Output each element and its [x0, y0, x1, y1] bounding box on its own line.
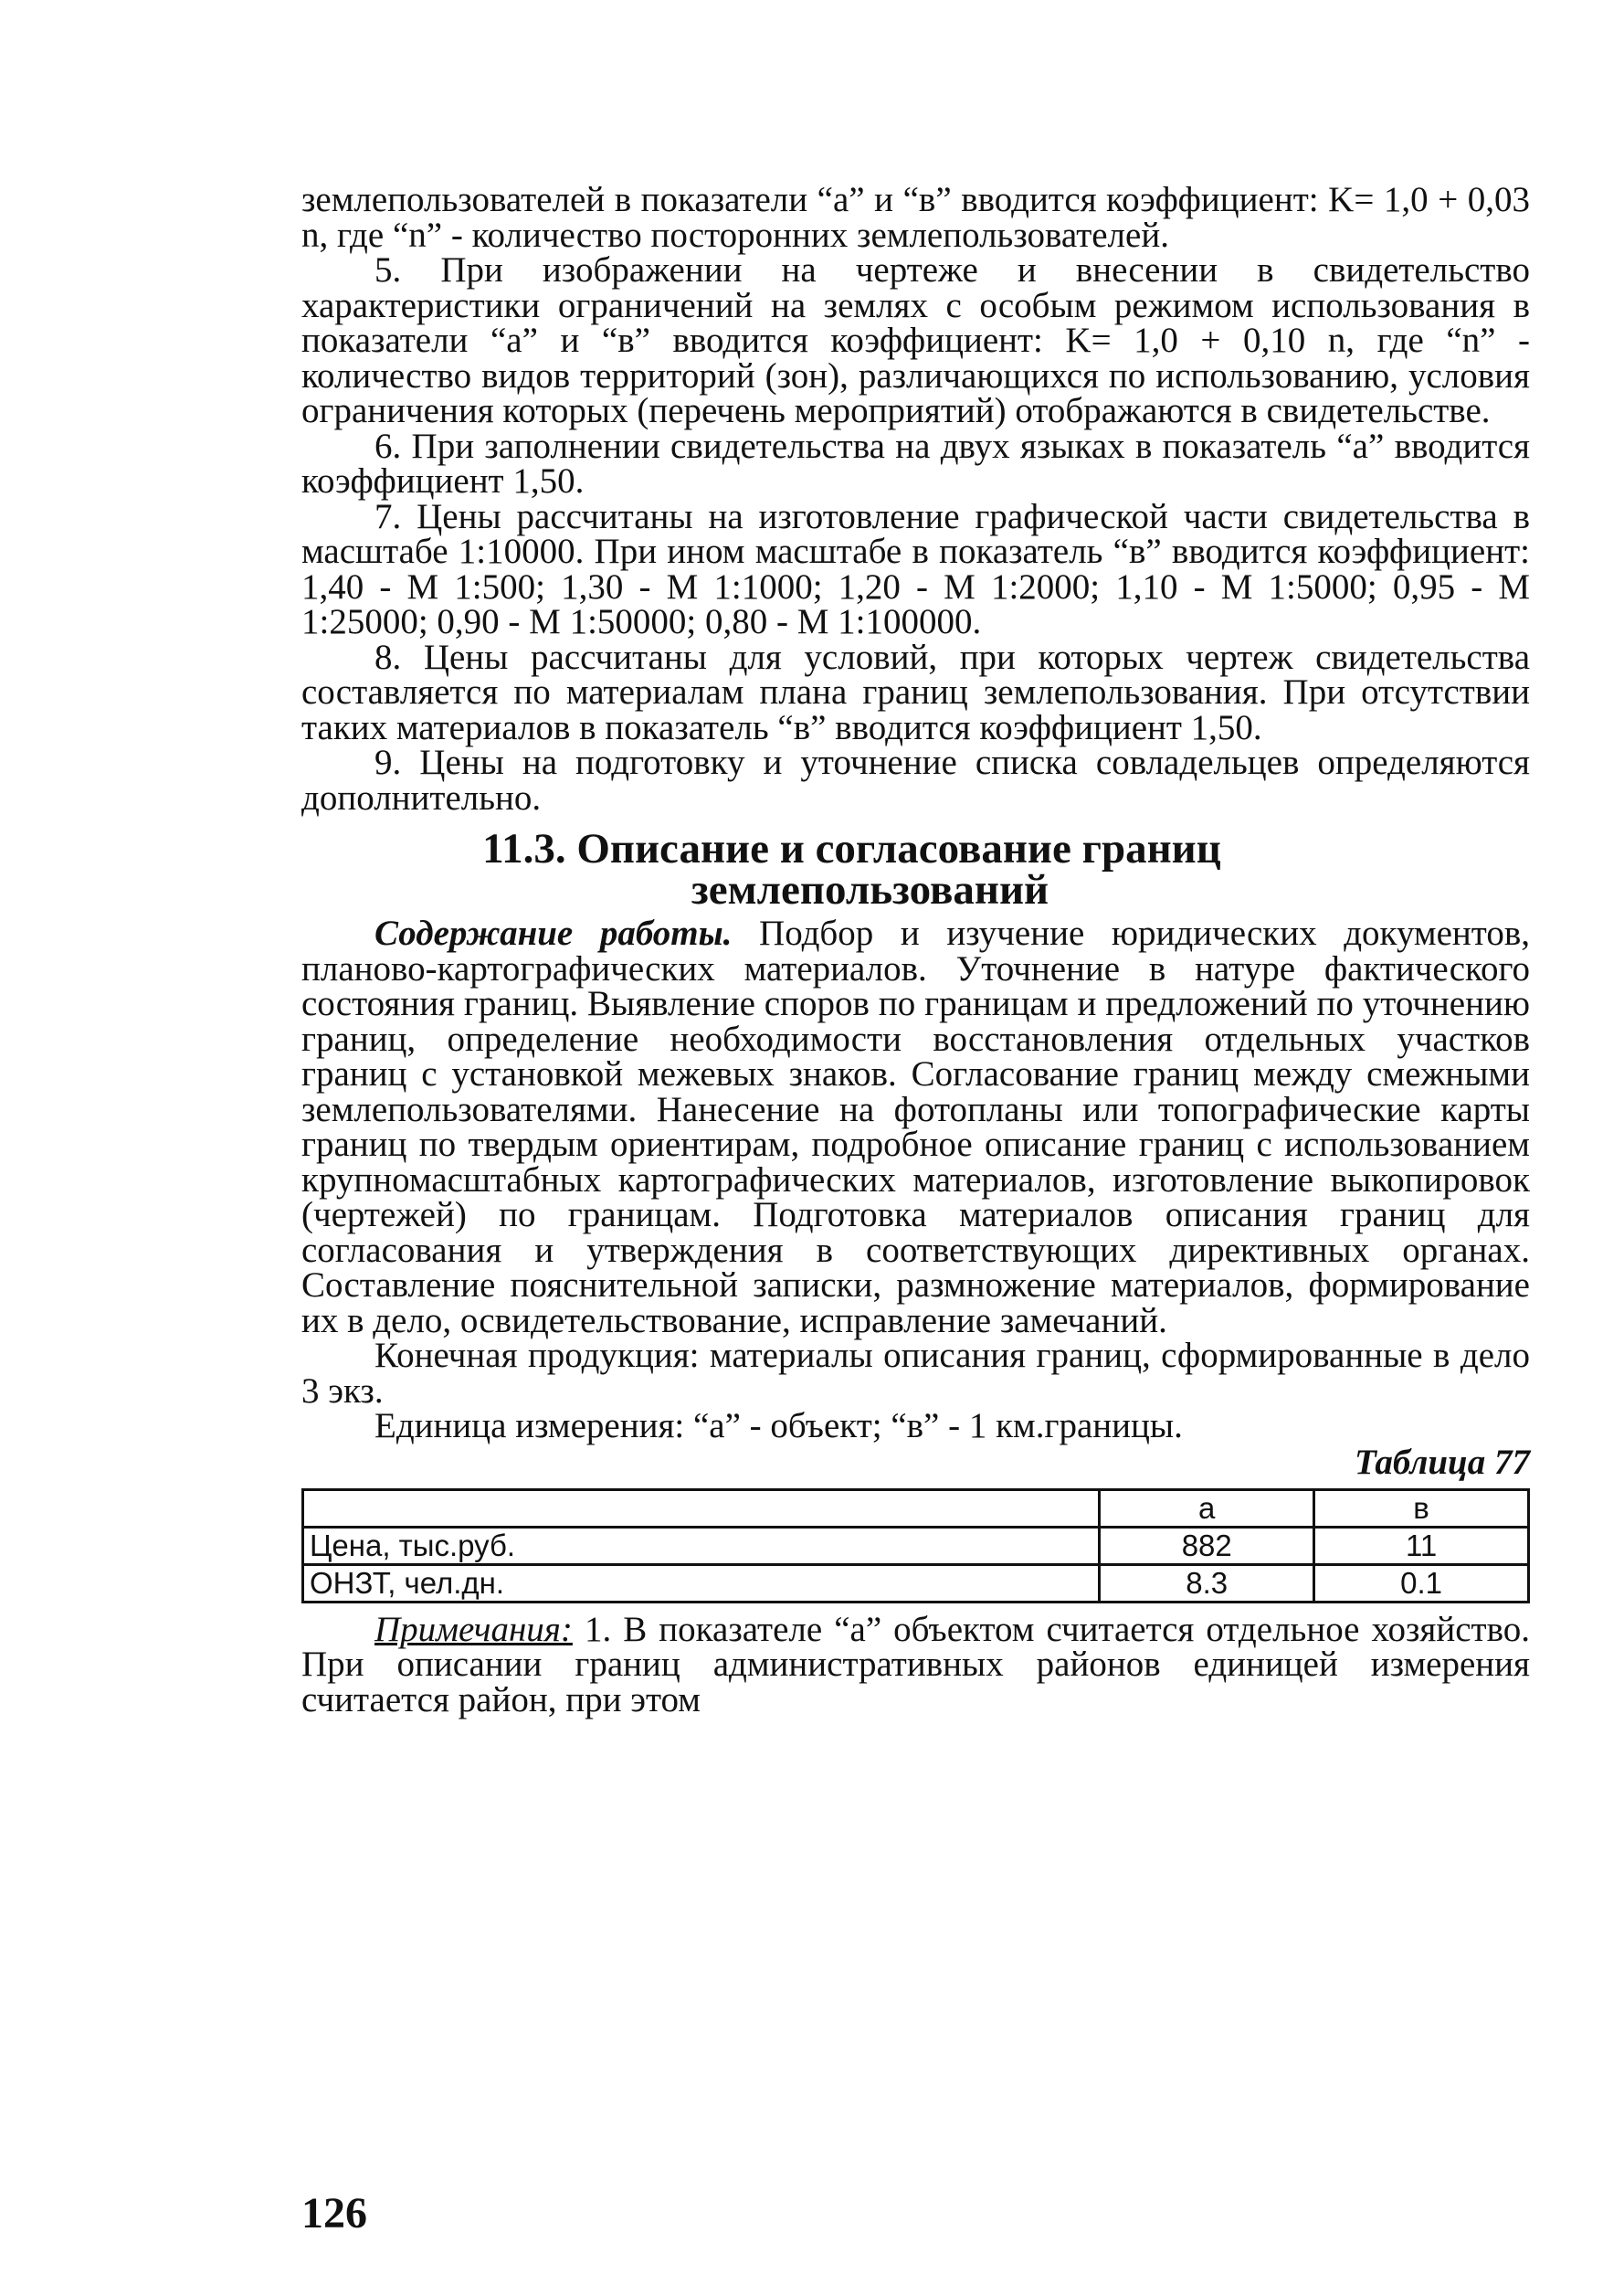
paragraph-item-6: 6. При заполнении свидетельства на двух языках в показатель “а” вводится коэффициент 1,50.: [301, 426, 1530, 501]
table-caption: Таблица 77: [1354, 1442, 1530, 1482]
paragraph-continuation: землепользователей в показатели “а” и “в” вводится коэффициент: K= 1,0 + 0,03 n, где “n” - количество посторонних землепользователей.: [301, 180, 1530, 255]
paragraph-item-8: 8. Цены рассчитаны для условий, при которых чертеж свидетельства составляется по материалам плана границ землепользования. При отсутствии таких материалов в показатель “в” вводится коэффициент 1,50.: [301, 637, 1530, 747]
notes-text: 1. В показателе “а” объектом считается отдельное хозяйство. При описании границ административных районов единицей измерения считается район, при этом: [301, 1609, 1530, 1719]
table-row-label: ОНЗТ, чел.дн.: [303, 1564, 1100, 1602]
table-cell-a: 882: [1100, 1527, 1314, 1564]
table-cell-b: 0.1: [1314, 1564, 1529, 1602]
page-body: [301, 180, 1530, 1719]
table-header-b: в: [1314, 1489, 1529, 1527]
unit-paragraph: Единица измерения: “а” - объект; “в” - 1 км.границы.: [374, 1406, 1183, 1445]
table-row: [303, 1527, 1529, 1564]
final-product-paragraph: Конечная продукция: материалы описания границ, сформированные в дело 3 экз.: [301, 1336, 1530, 1411]
notes-label: Примечания:: [374, 1609, 573, 1649]
notes-paragraph: [301, 1609, 1530, 1719]
table-cell-b: 11: [1314, 1527, 1529, 1564]
table-header-empty: [303, 1489, 1100, 1527]
paragraphs-top: [301, 180, 1530, 818]
page-number: 126: [301, 2189, 367, 2237]
table-cell-a: 8.3: [1100, 1564, 1314, 1602]
work-content-label: Содержание работы.: [374, 914, 733, 953]
paragraph-item-5: 5. При изображении на чертеже и внесении в свидетельство характеристики ограничений на землях с особым режимом использования в показатели “а” и “в” вводится коэффициент: K= 1,0 + 0,10 n, где “n” - количество видов территорий (зон), различающихся по использованию, условия ограничения которых (перечень мероприятий) отображаются в свидетельстве.: [301, 250, 1530, 430]
price-table: [301, 1488, 1530, 1603]
table-header-a: а: [1100, 1489, 1314, 1527]
table-row: [303, 1564, 1529, 1602]
paragraph-item-9: 9. Цены на подготовку и уточнение списка совладельцев определяются дополнительно.: [301, 743, 1530, 818]
work-content-paragraph: [301, 916, 1530, 1338]
section-heading-line1: 11.3. Описание и согласование границ: [482, 825, 1221, 873]
section-heading: [301, 825, 1530, 914]
work-content-text: Подбор и изучение юридических документов, планово-картографических материалов. Уточнение в натуре фактического состояния границ. Выявление споров по границам и предложений по уточнению границ, определение необходимости восстановления отдельных участков границ с установкой межевых знаков. Согласование границ между смежными землепользователями. Нанесение на фотопланы или топографические карты границ по твердым ориентирам, подробное описание границ с использованием крупномасштабных картографических материалов, изготовление выкопировок (чертежей) по границам. Подготовка материалов описания границ для согласования и утверждения в соответствующих директивных органах. Составление пояснительной записки, размножение материалов, формирование их в дело, освидетельствование, исправление замечаний.: [301, 914, 1530, 1340]
section-heading-line2: землепользований: [691, 866, 1049, 914]
table-header-row: [303, 1489, 1529, 1527]
paragraph-item-7: 7. Цены рассчитаны на изготовление графической части свидетельства в масштабе 1:10000. При ином масштабе в показатель “в” вводится коэффициент: 1,40 - М 1:500; 1,30 - М 1:1000; 1,20 - М 1:2000; 1,10 - М 1:5000; 0,95 - М 1:25000; 0,90 - М 1:50000; 0,80 - М 1:100000.: [301, 496, 1530, 641]
table-row-label: Цена, тыс.руб.: [303, 1527, 1100, 1564]
